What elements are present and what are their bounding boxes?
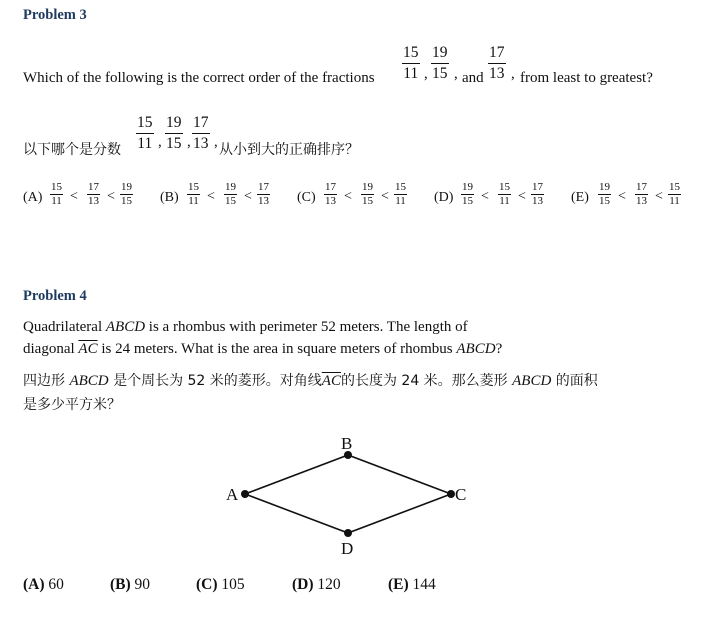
p3-choice-fraction xyxy=(668,182,681,207)
p3-choice-fraction xyxy=(361,182,374,207)
less-than-sign: < xyxy=(655,189,663,204)
math-abcd: ABCD xyxy=(69,373,109,389)
answer-label: (D) xyxy=(292,576,314,593)
p3-choice-fraction xyxy=(394,182,407,207)
vertex-b-label: B xyxy=(341,434,353,453)
math-52: 52 xyxy=(320,319,336,335)
fraction-denominator: 11 xyxy=(137,134,153,152)
answer-value: 120 xyxy=(317,576,341,593)
fraction-numerator: 17 xyxy=(532,181,543,193)
p3-choice-fraction xyxy=(498,182,511,207)
math-ac-overline: $\overline{AC}$ xyxy=(78,341,98,357)
fraction-numerator: 15 xyxy=(402,45,420,64)
text: ? xyxy=(495,341,503,357)
p3-choice-fraction xyxy=(461,182,474,207)
fraction-denominator: 15 xyxy=(599,195,610,207)
less-than-sign: < xyxy=(344,189,352,204)
fraction-numerator: 15 xyxy=(51,181,62,193)
less-than-sign: < xyxy=(618,189,626,204)
text: is a rhombus with perimeter xyxy=(148,319,318,335)
p4-cn-line-2: 是多少平方米？ xyxy=(23,397,121,413)
fraction-numerator: 15 xyxy=(499,181,510,193)
answer-label: (E) xyxy=(388,576,409,593)
fraction-denominator: 11 xyxy=(395,195,406,207)
fraction-numerator: 15 xyxy=(188,181,199,193)
less-than-sign: < xyxy=(244,189,252,204)
fraction-denominator: 15 xyxy=(462,195,473,207)
fraction-denominator: 13 xyxy=(489,64,505,82)
p3-cn-fraction-3 xyxy=(192,115,210,151)
text: 四边形 xyxy=(23,373,65,389)
comma: , xyxy=(214,134,218,150)
text: 的面积 xyxy=(555,373,598,389)
fraction-numerator: 17 xyxy=(488,45,506,64)
p3-choice-fraction xyxy=(87,182,100,207)
comma: , xyxy=(158,134,162,150)
p3-question-cn-start: 以下哪个是分数 xyxy=(23,142,121,158)
fraction-denominator: 11 xyxy=(51,195,62,207)
text: 的长度为 24 米。那么菱形 xyxy=(340,373,508,389)
problem-4-heading: Problem 4 xyxy=(23,288,87,304)
fraction-denominator: 15 xyxy=(432,64,448,82)
fraction-numerator: 17 xyxy=(192,115,210,134)
fraction-denominator: 13 xyxy=(88,195,99,207)
p3-question-en-end: from least to greatest? xyxy=(520,70,653,86)
p4-cn-line-1 xyxy=(23,370,598,390)
p4-answer-c[interactable] xyxy=(196,576,245,594)
p3-cn-fraction-2 xyxy=(165,115,183,151)
fraction-numerator: 19 xyxy=(165,115,183,134)
fraction-numerator: 19 xyxy=(362,181,373,193)
answer-label: (A) xyxy=(23,576,45,593)
fraction-denominator: 15 xyxy=(121,195,132,207)
p3-choice-fraction xyxy=(120,182,133,207)
answer-label: (C) xyxy=(196,576,218,593)
p3-fraction-3 xyxy=(488,45,506,81)
answer-value: 144 xyxy=(412,576,436,593)
text: is xyxy=(101,341,112,357)
rhombus-shape xyxy=(245,455,451,533)
p3-cn-fraction-1 xyxy=(136,115,154,151)
p3-and-text: and xyxy=(462,70,484,86)
p4-answer-e[interactable] xyxy=(388,576,436,594)
fraction-numerator: 17 xyxy=(636,181,647,193)
math-abcd: ABCD xyxy=(456,341,496,357)
fraction-denominator: 11 xyxy=(403,64,419,82)
comma: , xyxy=(187,134,191,150)
fraction-numerator: 15 xyxy=(395,181,406,193)
fraction-denominator: 11 xyxy=(188,195,199,207)
fraction-denominator: 13 xyxy=(258,195,269,207)
vertex-c-label: C xyxy=(455,485,467,504)
fraction-denominator: 15 xyxy=(166,134,182,152)
comma: , xyxy=(454,66,458,82)
fraction-numerator: 19 xyxy=(431,45,449,64)
text: 是个周长为 52 米的菱形。对角线 xyxy=(113,373,322,389)
less-than-sign: < xyxy=(481,189,489,204)
fraction-numerator: 19 xyxy=(121,181,132,193)
fraction-numerator: 17 xyxy=(325,181,336,193)
p4-answer-a[interactable] xyxy=(23,576,64,594)
answer-value: 60 xyxy=(48,576,64,593)
p4-line-1 xyxy=(23,319,468,336)
fraction-numerator: 19 xyxy=(462,181,473,193)
less-than-sign: < xyxy=(70,189,78,204)
p3-choice-fraction xyxy=(635,182,648,207)
text: meters. The length of xyxy=(339,319,468,335)
p3-choice-fraction xyxy=(257,182,270,207)
text: Quadrilateral xyxy=(23,319,103,335)
p4-answer-b[interactable] xyxy=(110,576,150,594)
less-than-sign: < xyxy=(381,189,389,204)
answer-label: (B) xyxy=(110,576,131,593)
fraction-numerator: 19 xyxy=(599,181,610,193)
p3-fraction-2 xyxy=(431,45,449,81)
p3-choice-fraction xyxy=(531,182,544,207)
fraction-denominator: 15 xyxy=(225,195,236,207)
fraction-denominator: 13 xyxy=(193,134,209,152)
less-than-sign: < xyxy=(518,189,526,204)
fraction-denominator: 11 xyxy=(499,195,510,207)
p3-question-en-start: Which of the following is the correct order of the fractions xyxy=(23,70,375,86)
math-ac-overline: $\overline{AC}$ xyxy=(321,373,341,389)
p3-choice-label[interactable]: (D) xyxy=(434,190,454,205)
p3-choice-fraction xyxy=(324,182,337,207)
p3-choice-label[interactable]: (E) xyxy=(571,190,589,205)
p4-answer-d[interactable] xyxy=(292,576,341,594)
p3-choice-label[interactable]: (C) xyxy=(297,190,316,205)
answer-value: 90 xyxy=(134,576,151,593)
p3-choice-fraction xyxy=(187,182,200,207)
vertex-a-label: A xyxy=(226,485,239,504)
text: meters. What is the area in square meters of rhombus xyxy=(133,341,453,357)
less-than-sign: < xyxy=(207,189,215,204)
p3-choice-label[interactable]: (A) xyxy=(23,190,43,205)
vertex-a-dot xyxy=(241,490,249,498)
less-than-sign: < xyxy=(107,189,115,204)
p3-choice-fraction xyxy=(598,182,611,207)
p3-fraction-1 xyxy=(402,45,420,81)
p3-choice-label[interactable]: (B) xyxy=(160,190,179,205)
comma: , xyxy=(424,66,428,82)
text: diagonal xyxy=(23,341,75,357)
rhombus-figure xyxy=(215,430,475,560)
vertex-d-dot xyxy=(344,529,352,537)
problem-3-heading: Problem 3 xyxy=(23,7,87,23)
fraction-numerator: 15 xyxy=(136,115,154,134)
fraction-numerator: 15 xyxy=(669,181,680,193)
fraction-numerator: 17 xyxy=(258,181,269,193)
p3-choice-fraction xyxy=(50,182,63,207)
fraction-denominator: 15 xyxy=(362,195,373,207)
fraction-denominator: 13 xyxy=(325,195,336,207)
math-abcd: ABCD xyxy=(105,319,146,335)
math-24: 24 xyxy=(115,341,131,357)
fraction-numerator: 17 xyxy=(88,181,99,193)
fraction-denominator: 11 xyxy=(669,195,680,207)
p3-question-cn-end: 从小到大的正确排序？ xyxy=(219,142,359,158)
answer-value: 105 xyxy=(221,576,245,593)
comma: , xyxy=(511,66,515,82)
math-abcd: ABCD xyxy=(512,373,552,389)
p4-line-2 xyxy=(23,341,502,358)
fraction-denominator: 13 xyxy=(532,195,543,207)
fraction-denominator: 13 xyxy=(636,195,647,207)
vertex-c-dot xyxy=(447,490,455,498)
p3-choice-fraction xyxy=(224,182,237,207)
fraction-numerator: 19 xyxy=(225,181,236,193)
vertex-d-label: D xyxy=(341,539,354,558)
